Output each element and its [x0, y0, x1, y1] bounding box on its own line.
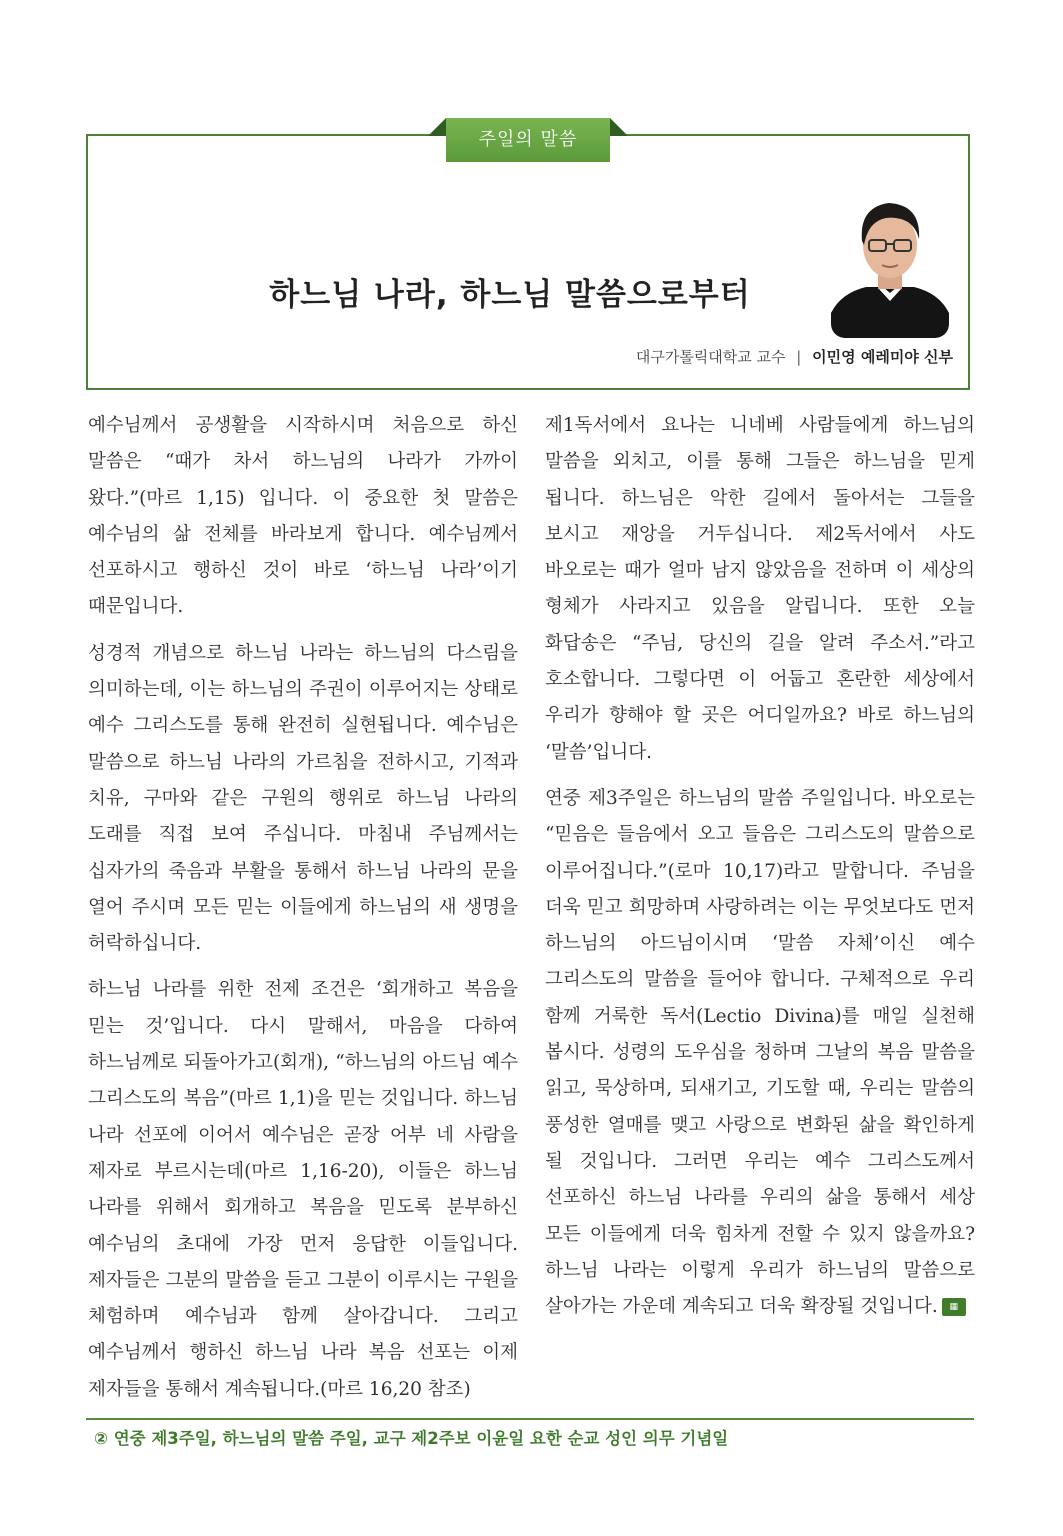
paragraph: 성경적 개념으로 하느님 나라는 하느님의 다스림을 의미하는데, 이는 하느님의 주권이 이루어지는 상태로 예수 그리스도를 통해 완전히 실현됩니다. 예수님은 말씀으로 하느님 나라의 가르침을 전하시고, 기적과 치유, 구마와 같은 구원의 행위로 하느님 나라의 도래를 직접 보여 주십니다. 마침내 주님께서는 십자가의 죽음과 부활을 통해서 하느님 나라의 문을 열어 주시며 모든 믿는 이들에게 하느님의 새 생명을 허락하십니다. — [88, 642, 518, 955]
author-affiliation: 대구가톨릭대학교 교수 — [635, 348, 786, 366]
footer-caption: ② 연중 제3주일, 하느님의 말씀 주일, 교구 제2주보 이윤일 요한 순교 성인 의무 기념일 — [94, 1429, 729, 1448]
paragraph-text: 연중 제3주일은 하느님의 말씀 주일입니다. 바오로는 “믿음은 들음에서 오고 들음은 그리스도의 말씀으로 이루어집니다.”(로마 10,17)라고 말합니다. 주님을 더욱 믿고 희망하며 사랑하려는 이는 무엇보다도 먼저 하느님의 아드님이시며 ‘말씀 자체’이신 예수 그리스도의 말씀을 들어야 합니다. 구체적으로 우리 함께 거룩한 독서(Lectio Divina)를 매일 실천해 봅시다. 성령의 도우심을 청하며 그날의 복음 말씀을 읽고, 묵상하며, 되새기고, 기도할 때, 우리는 말씀의 풍성한 열매를 맺고 사랑으로 변화된 삶을 확인하게 될 것입니다. 그러면 우리는 예수 그리스도께서 선포하신 하느님 나라를 우리의 삶을 통해서 세상 모든 이들에게 더욱 힘차게 전할 수 있지 않을까요? 하느님 나라는 이렇게 우리가 하느님의 말씀으로 살아가는 가운데 계속되고 더욱 확장될 것입니다. — [545, 787, 975, 1318]
tab-right-fold — [610, 118, 628, 136]
footer-divider — [86, 1418, 974, 1420]
author-photo — [831, 193, 949, 338]
paragraph: 예수님께서 공생활을 시작하시며 처음으로 하신 말씀은 “때가 차서 하느님의 나라가 가까이 왔다.”(마르 1,15) 입니다. 이 중요한 첫 말씀은 예수님의 삶 전체를 바라보게 합니다. 예수님께서 선포하시고 행하신 것이 바로 ‘하느님 나라’이기 때문입니다. — [88, 415, 518, 618]
byline-separator: | — [796, 348, 802, 366]
section-label: 주일의 말씀 — [446, 118, 610, 162]
article-title: 하느님 나라, 하느님 말씀으로부터 — [269, 276, 751, 313]
right-column — [545, 408, 975, 1335]
author-name: 이민영 예레미야 신부 — [812, 348, 953, 366]
section-tab — [428, 118, 628, 164]
paragraph: 제1독서에서 요나는 니네베 사람들에게 하느님의 말씀을 외치고, 이를 통해 그들은 하느님을 믿게 됩니다. 하느님은 악한 길에서 돌아서는 그들을 보시고 재앙을 거두십니다. 제2독서에서 사도 바오로는 때가 얼마 남지 않았음을 전하며 이 세상의 형체가 사라지고 있음을 알립니다. 또한 오늘 화답송은 “주님, 당신의 길을 알려 주소서.”라고 호소합니다. 그렇다면 이 어둡고 혼란한 세상에서 우리가 향해야 할 곳은 어디일까요? 바로 하느님의 ‘말씀’입니다. — [545, 415, 975, 763]
paragraph — [545, 781, 975, 1325]
byline — [636, 346, 953, 367]
tab-left-fold — [428, 118, 446, 136]
newsletter-end-mark-icon: ▦ — [942, 1298, 966, 1316]
left-column — [88, 408, 518, 1418]
paragraph: 하느님 나라를 위한 전제 조건은 ‘회개하고 복음을 믿는 것’입니다. 다시 말해서, 마음을 다하여 하느님께로 되돌아가고(회개), “하느님의 아드님 예수 그리스도의 복음”(마르 1,1)을 믿는 것입니다. 하느님 나라 선포에 이어서 예수님은 곧장 어부 네 사람을 제자로 부르시는데(마르 1,16-20), 이들은 하느님 나라를 위해서 회개하고 복음을 믿도록 분부하신 예수님의 초대에 가장 먼저 응답한 이들입니다. 제자들은 그분의 말씀을 듣고 그분이 이루시는 구원을 체험하며 예수님과 함께 살아갑니다. 그리고 예수님께서 행하신 하느님 나라 복음 선포는 이제 제자들을 통해서 계속됩니다.(마르 16,20 참조) — [88, 979, 518, 1400]
